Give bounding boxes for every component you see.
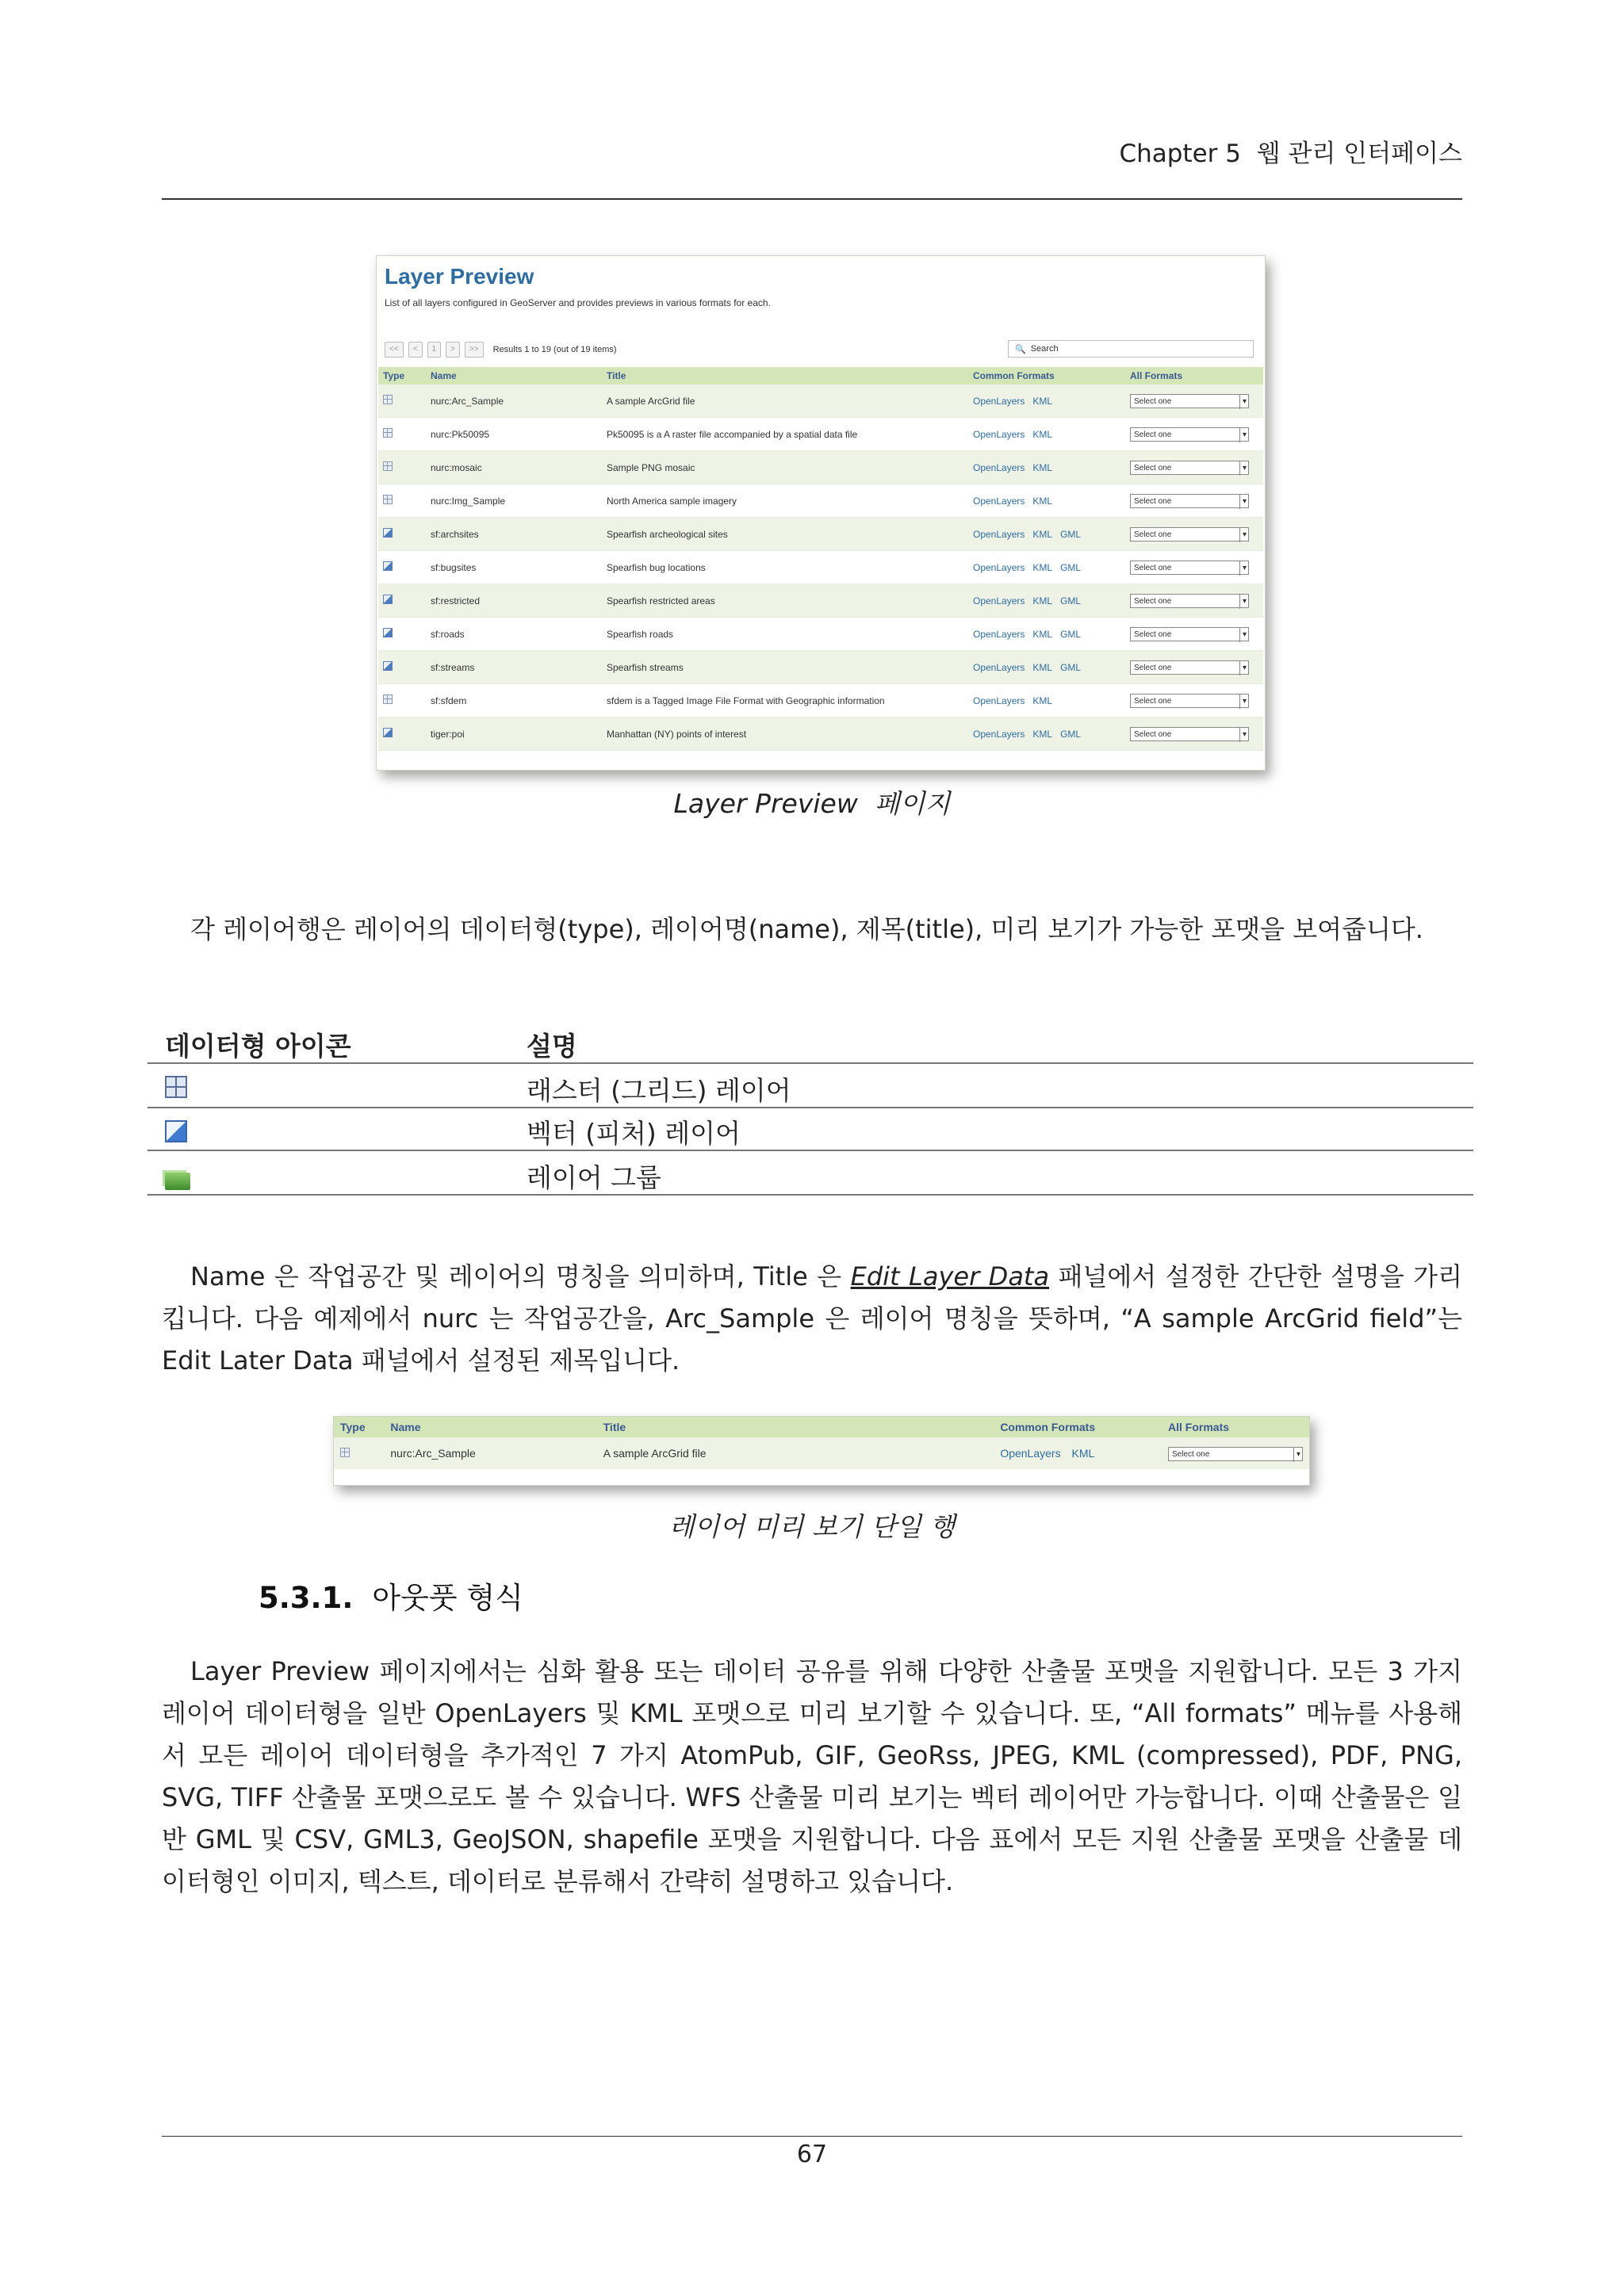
table-row xyxy=(378,451,1263,484)
layer-group-icon xyxy=(165,1173,190,1190)
layer-preview-title: Layer Preview xyxy=(385,264,534,289)
layer-title: A sample ArcGrid file xyxy=(602,385,968,418)
layer-title: Spearfish streams xyxy=(602,651,968,684)
data-type-icon-table xyxy=(147,1018,1473,1197)
raster-grid-icon xyxy=(383,461,393,471)
kml-link[interactable]: KML xyxy=(1032,728,1053,740)
openlayers-link[interactable]: OpenLayers xyxy=(973,728,1025,740)
header-chapter: Chapter 5 xyxy=(1119,140,1241,168)
footer-rule xyxy=(162,2136,1462,2137)
all-formats-select[interactable]: Select one ▾ xyxy=(1130,694,1249,708)
kml-link[interactable]: KML xyxy=(1032,461,1053,473)
layer-title: Sample PNG mosaic xyxy=(602,451,968,484)
section-number: 5.3.1. xyxy=(259,1581,354,1615)
layer-table xyxy=(378,367,1263,751)
kml-link[interactable]: KML xyxy=(1032,428,1053,440)
last-page-button[interactable]: >> xyxy=(465,342,484,358)
icon-table-desc: 벡터 (피처) 레이어 xyxy=(527,1118,741,1149)
layer-title: Spearfish archeological sites xyxy=(602,518,968,551)
icon-table-header xyxy=(147,1018,1473,1064)
column-header-all-formats: All Formats xyxy=(1162,1417,1309,1437)
openlayers-link[interactable]: OpenLayers xyxy=(973,461,1025,473)
table-row xyxy=(378,651,1263,684)
name-title-paragraph xyxy=(162,1256,1462,1382)
layer-name: sf:bugsites xyxy=(426,551,602,584)
figure1-caption-en: Layer Preview xyxy=(673,788,858,819)
vector-feature-icon xyxy=(383,628,393,637)
page-number: 67 xyxy=(796,2141,828,2168)
icon-table-desc: 래스터 (그리드) 레이어 xyxy=(527,1075,791,1106)
first-page-button[interactable]: << xyxy=(385,342,404,358)
gml-link[interactable]: GML xyxy=(1060,561,1082,573)
column-header-all-formats: All Formats xyxy=(1125,367,1263,385)
layer-title: Manhattan (NY) points of interest xyxy=(602,718,968,751)
kml-link[interactable]: KML xyxy=(1032,528,1053,540)
single-row-screenshot xyxy=(333,1416,1310,1486)
kml-link[interactable]: KML xyxy=(1032,661,1053,673)
layer-title: A sample ArcGrid file xyxy=(597,1437,994,1469)
prev-page-button[interactable]: < xyxy=(408,342,423,358)
gml-link[interactable]: GML xyxy=(1060,595,1082,607)
search-icon: 🔍 xyxy=(1015,344,1026,354)
column-header-type[interactable]: Type xyxy=(378,367,426,385)
figure2-caption: 레이어 미리 보기 단일 행 xyxy=(668,1511,956,1542)
next-page-button[interactable]: > xyxy=(446,342,460,358)
gml-link[interactable]: GML xyxy=(1060,661,1082,673)
layer-name: nurc:Pk50095 xyxy=(426,418,602,451)
layer-title: sfdem is a Tagged Image File Format with Geographic information xyxy=(602,684,968,718)
layer-name: nurc:Img_Sample xyxy=(426,484,602,518)
single-row-table xyxy=(334,1417,1309,1469)
vector-feature-icon xyxy=(383,728,393,737)
raster-grid-icon xyxy=(383,495,393,504)
table-row xyxy=(378,551,1263,584)
table-row xyxy=(378,584,1263,618)
kml-link[interactable]: KML xyxy=(1032,595,1053,607)
layer-title: Pk50095 is a A raster file accompanied by a spatial data file xyxy=(602,418,968,451)
table-row xyxy=(378,718,1263,751)
gml-link[interactable]: GML xyxy=(1060,528,1082,540)
edit-layer-data-link[interactable]: Edit Layer Data xyxy=(850,1261,1050,1292)
layer-name: nurc:Arc_Sample xyxy=(426,385,602,418)
para2-part1: Name 은 작업공간 및 레이어의 명칭을 의미하며, Title 은 xyxy=(190,1261,851,1292)
openlayers-link[interactable]: OpenLayers xyxy=(973,428,1025,440)
page-number-button[interactable]: 1 xyxy=(427,342,442,358)
icon-table-row xyxy=(147,1108,1473,1151)
vector-feature-icon xyxy=(383,561,393,571)
kml-link[interactable]: KML xyxy=(1071,1447,1095,1460)
column-header-common-formats: Common Formats xyxy=(968,367,1125,385)
openlayers-link[interactable]: OpenLayers xyxy=(973,495,1025,507)
layer-name: sf:roads xyxy=(426,618,602,651)
column-header-title[interactable]: Title xyxy=(597,1417,994,1437)
table-row xyxy=(334,1437,1309,1469)
gml-link[interactable]: GML xyxy=(1060,628,1082,640)
all-formats-select[interactable]: Select one ▾ xyxy=(1130,594,1249,608)
layer-title: North America sample imagery xyxy=(602,484,968,518)
kml-link[interactable]: KML xyxy=(1032,695,1053,706)
section-heading xyxy=(259,1574,523,1617)
all-formats-select[interactable]: Select one ▾ xyxy=(1130,527,1249,541)
results-count: Results 1 to 19 (out of 19 items) xyxy=(492,345,617,354)
table-row xyxy=(378,618,1263,651)
vector-feature-icon xyxy=(383,528,393,538)
table-row xyxy=(378,385,1263,418)
output-formats-paragraph xyxy=(162,1651,1462,1903)
layer-title: Spearfish restricted areas xyxy=(602,584,968,618)
icon-table-row xyxy=(147,1151,1473,1196)
layer-title: Spearfish roads xyxy=(602,618,968,651)
all-formats-select[interactable]: Select one ▾ xyxy=(1130,461,1249,475)
header-rule xyxy=(162,198,1462,200)
layer-name: sf:archsites xyxy=(426,518,602,551)
para2-part2: 패널에서 설정한 간단한 설명을 가리킵니다. 다음 예제에서 nurc 는 작업공간을, Arc_Sample 은 레이어 명칭을 뜻하며, “A sample ArcGrid field”는 Edit Later Data 패널에서 설정된 제목입니다. xyxy=(162,1261,1463,1376)
openlayers-link[interactable]: OpenLayers xyxy=(973,661,1025,673)
raster-grid-icon xyxy=(340,1448,350,1457)
openlayers-link[interactable]: OpenLayers xyxy=(973,628,1025,640)
raster-grid-icon xyxy=(383,428,393,438)
search-input[interactable] xyxy=(1008,340,1254,358)
all-formats-select[interactable]: Select one ▾ xyxy=(1130,727,1249,741)
openlayers-link[interactable]: OpenLayers xyxy=(973,595,1025,607)
layer-name: nurc:mosaic xyxy=(426,451,602,484)
layer-name: sf:streams xyxy=(426,651,602,684)
gml-link[interactable]: GML xyxy=(1060,728,1082,740)
layer-name: nurc:Arc_Sample xyxy=(384,1437,596,1469)
all-formats-select[interactable]: Select one ▾ xyxy=(1130,627,1249,641)
pager xyxy=(385,342,617,358)
icon-table-desc: 레이어 그룹 xyxy=(527,1162,661,1193)
all-formats-select[interactable]: Select one ▾ xyxy=(1168,1447,1303,1461)
vector-feature-icon xyxy=(383,661,393,671)
openlayers-link[interactable]: OpenLayers xyxy=(973,561,1025,573)
raster-grid-icon xyxy=(165,1076,187,1098)
vector-feature-icon xyxy=(165,1120,187,1142)
raster-grid-icon xyxy=(383,395,393,404)
section-title: 아웃풋 형식 xyxy=(372,1581,523,1615)
layer-preview-screenshot xyxy=(376,255,1266,771)
kml-link[interactable]: KML xyxy=(1032,495,1053,507)
raster-grid-icon xyxy=(383,695,393,704)
layer-name: tiger:poi xyxy=(426,718,602,751)
all-formats-select[interactable]: Select one ▾ xyxy=(1130,427,1249,442)
running-header xyxy=(1119,133,1462,169)
kml-link[interactable]: KML xyxy=(1032,561,1053,573)
table-row xyxy=(378,684,1263,718)
para3-text: Layer Preview 페이지에서는 심화 활용 또는 데이터 공유를 위해 다양한 산출물 포맷을 지원합니다. 모든 3 가지 레이어 데이터형을 일반 OpenLayers 및 KML 포맷으로 미리 보기할 수 있습니다. 또, “All formats” 메뉴를 사용해서 모든 레이어 데이터형을 추가적인 7 가지 AtomPub, GIF, GeoRss, JPEG, KML (compressed), PDF, PNG, SVG, TIFF 산출물 포맷으로도 볼 수 있습니다. WFS 산출물 미리 보기는 벡터 레이어만 가능합니다. 이때 산출물은 일반 GML 및 CSV, GML3, GeoJSON, shapefile 포맷을 지원합니다. 다음 표에서 모든 지원 산출물 포맷을 산출물 데이터형인 이미지, 텍스트, 데이터로 분류해서 간략히 설명하고 있습니다. xyxy=(162,1656,1462,1896)
layer-title: Spearfish bug locations xyxy=(602,551,968,584)
intro-paragraph xyxy=(162,909,1462,951)
all-formats-select[interactable]: Select one ▾ xyxy=(1130,660,1249,675)
all-formats-select[interactable]: Select one ▾ xyxy=(1130,394,1249,408)
figure1-caption-ko: 페이지 xyxy=(874,788,951,819)
column-header-title[interactable]: Title xyxy=(602,367,968,385)
openlayers-link[interactable]: OpenLayers xyxy=(973,395,1025,407)
figure1-caption xyxy=(0,783,1624,821)
table-row xyxy=(378,518,1263,551)
openlayers-link[interactable]: OpenLayers xyxy=(1000,1447,1061,1460)
layer-preview-description: List of all layers configured in GeoServer and provides previews in various formats for each. xyxy=(385,297,771,308)
column-header-name[interactable]: Name xyxy=(426,367,602,385)
layer-name: sf:sfdem xyxy=(426,684,602,718)
kml-link[interactable]: KML xyxy=(1032,628,1053,640)
kml-link[interactable]: KML xyxy=(1032,395,1053,407)
column-header-name[interactable]: Name xyxy=(384,1417,596,1437)
openlayers-link[interactable]: OpenLayers xyxy=(973,695,1025,706)
search-placeholder: Search xyxy=(1030,344,1059,354)
all-formats-select[interactable]: Select one ▾ xyxy=(1130,561,1249,575)
table-row xyxy=(378,418,1263,451)
layer-name: sf:restricted xyxy=(426,584,602,618)
intro-paragraph-text: 각 레이어행은 레이어의 데이터형(type), 레이어명(name), 제목(title), 미리 보기가 가능한 포맷을 보여줍니다. xyxy=(190,914,1423,944)
header-title: 웹 관리 인터페이스 xyxy=(1256,140,1462,168)
column-header-common-formats: Common Formats xyxy=(994,1417,1162,1437)
all-formats-select[interactable]: Select one ▾ xyxy=(1130,494,1249,508)
column-header-type[interactable]: Type xyxy=(334,1417,384,1437)
table-row xyxy=(378,484,1263,518)
icon-table-header-desc: 설명 xyxy=(527,1031,577,1062)
icon-table-row xyxy=(147,1064,1473,1108)
icon-table-header-icon: 데이터형 아이콘 xyxy=(165,1031,351,1062)
vector-feature-icon xyxy=(383,595,393,604)
openlayers-link[interactable]: OpenLayers xyxy=(973,528,1025,540)
